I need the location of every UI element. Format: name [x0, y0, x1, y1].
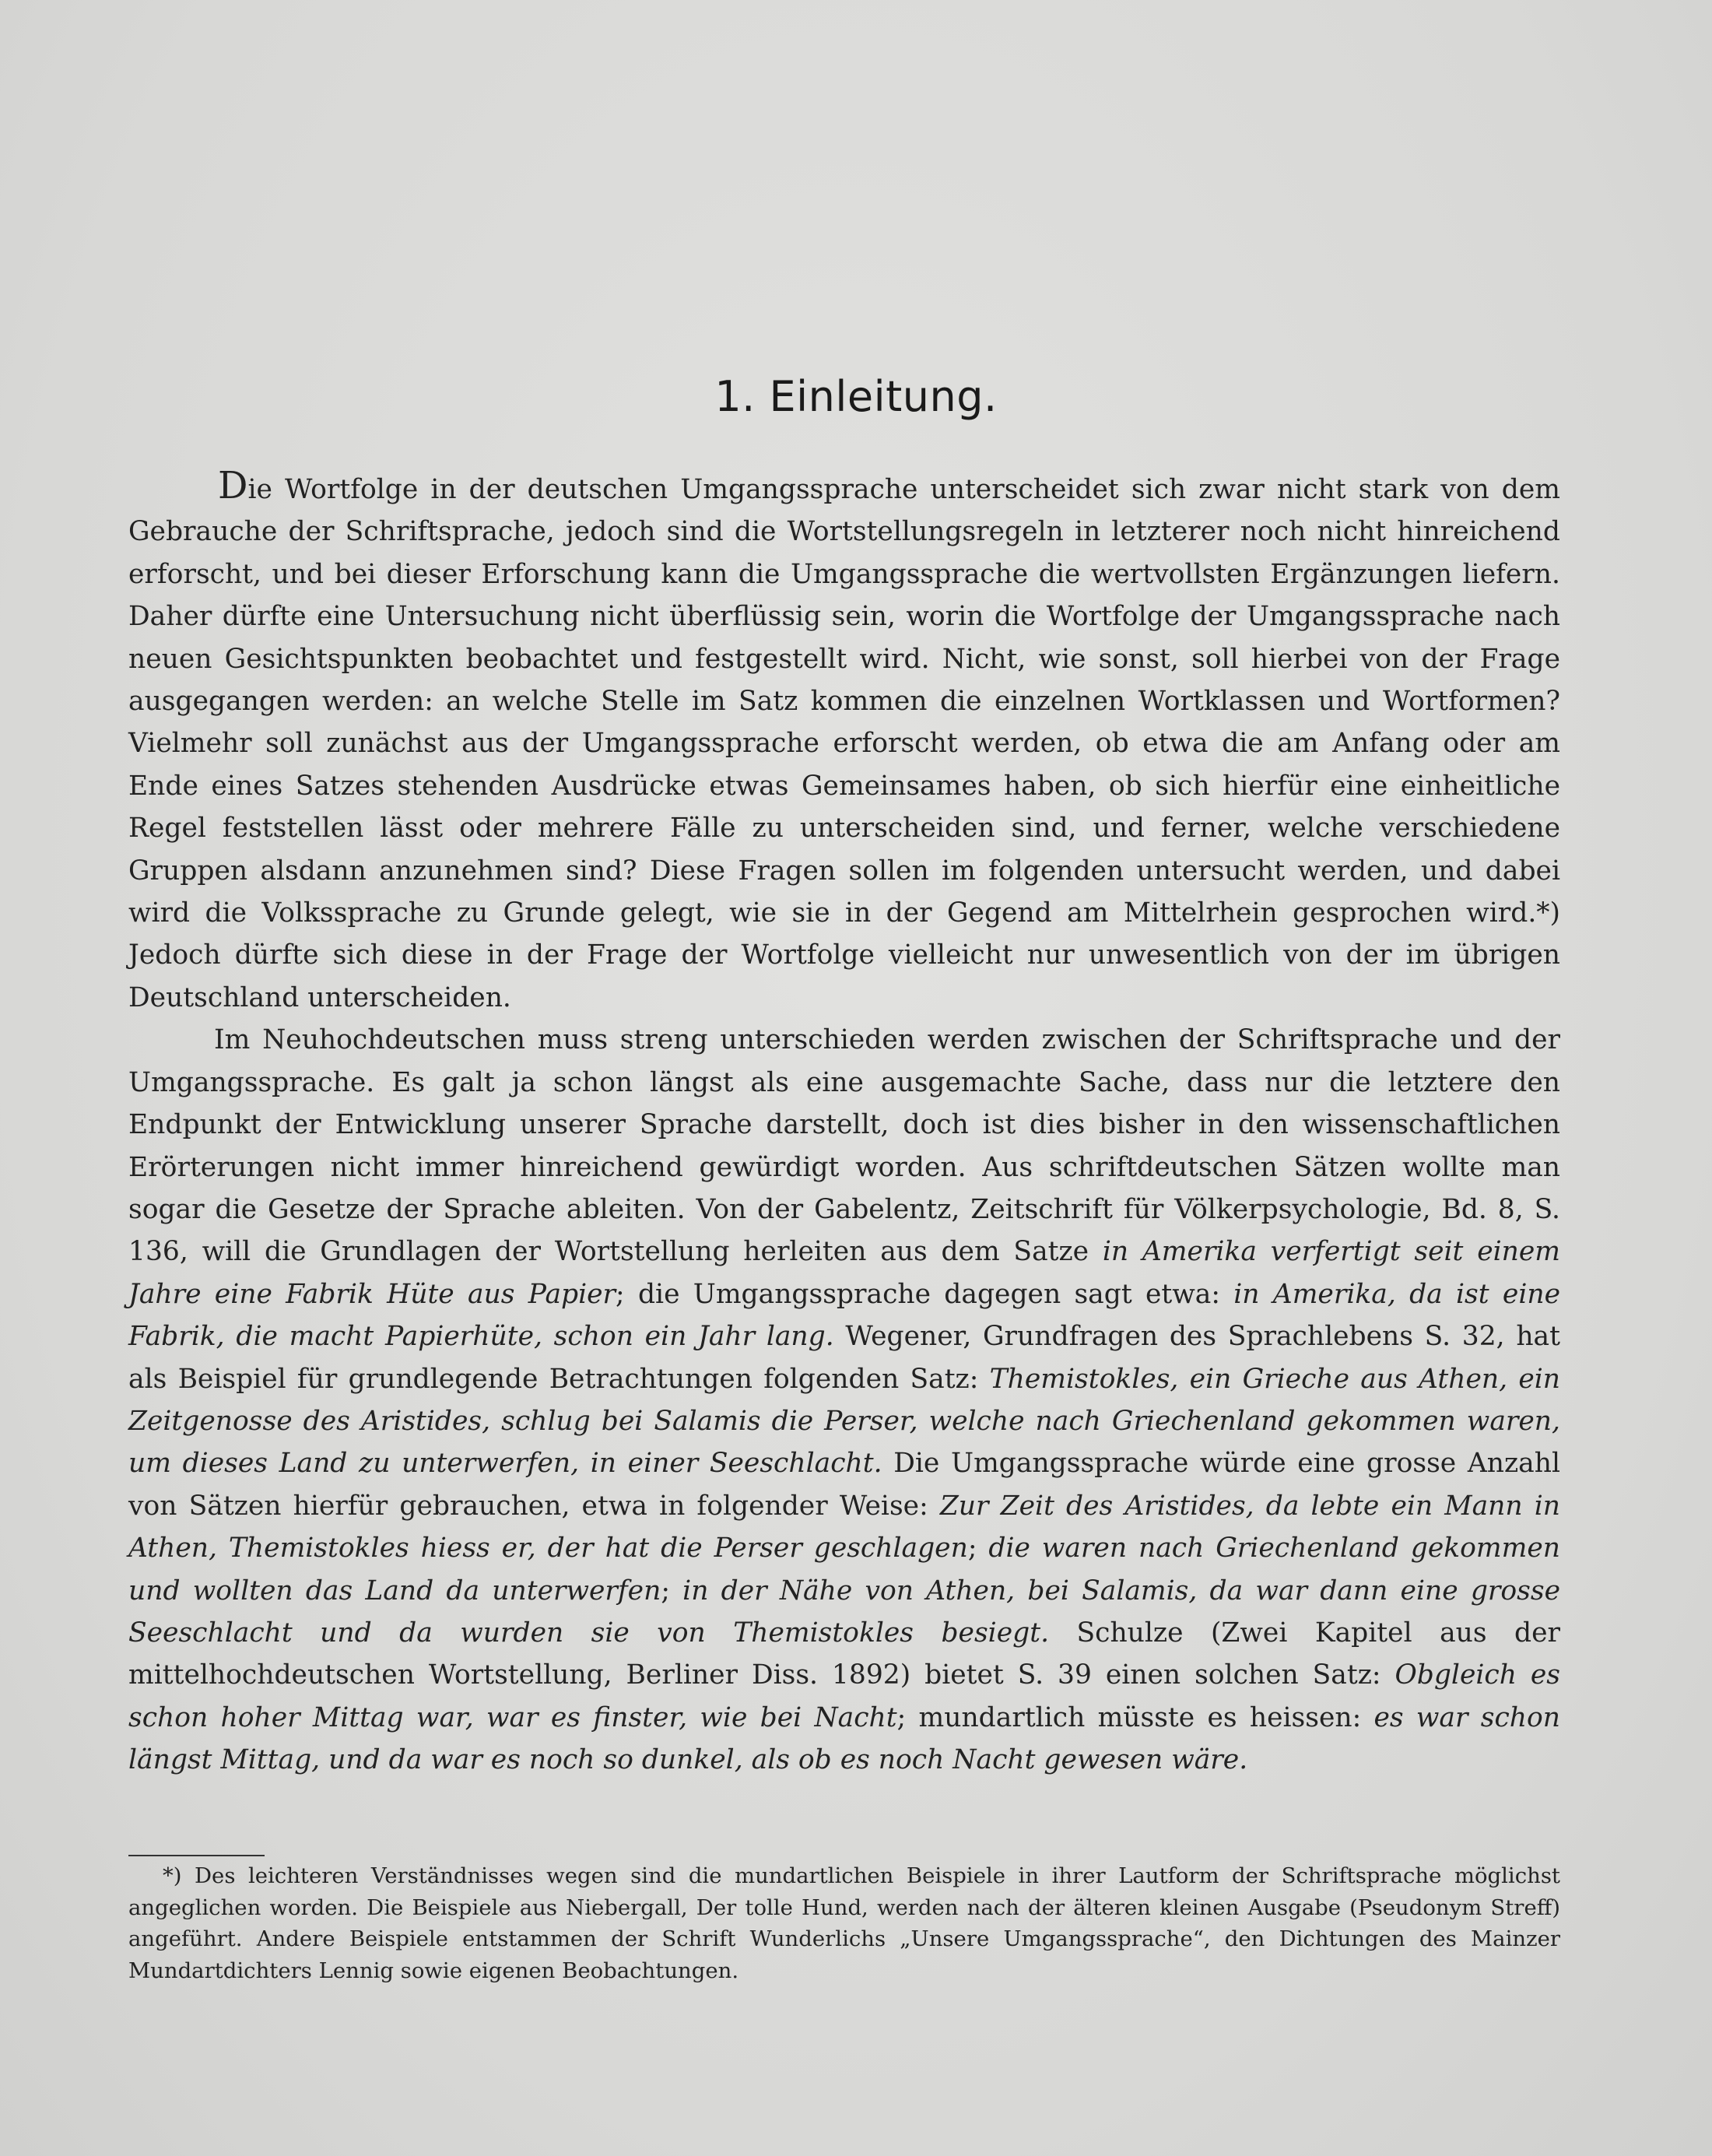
chapter-heading: 1. Einleitung.	[714, 372, 998, 421]
text-run: Im Neuhochdeutschen muss streng unterschieden werden zwischen der Schriftsprache und der Umgangssprache. Es galt ja schon längst als eine ausgemachte Sache, dass nur die letztere den Endpunkt der Entwicklung unserer Sprache darstellt, doch ist dies bisher in den wissenschaftlichen Erörterungen nicht immer hinreichend gewürdigt worden. Aus schriftdeutschen Sätzen wollte man sogar die Gesetze der Sprache ableiten. Von der Gabelentz, Zeitschrift für Völkerpsychologie, Bd. 8, S. 136, will die Grundlagen der Wortstellung herleiten aus dem Satze	[128, 1024, 1560, 1268]
paragraph-examples	[128, 1019, 1560, 1781]
text-run: Wegener, Grundfragen des Sprachlebens S. 32, hat als Beispiel für grundlegende Betrachtungen folgenden Satz:	[128, 1321, 1560, 1395]
text-run: Die Umgangssprache würde eine grosse Anzahl von Sätzen hierfür gebrauchen, etwa in folgender Weise:	[128, 1448, 1560, 1522]
footnote-divider	[128, 1855, 265, 1856]
example-quote: es war schon längst Mittag, und da war es noch so dunkel, als ob es noch Nacht gewesen wäre.	[128, 1701, 1560, 1776]
example-quote: Zur Zeit des Aristides, da lebte ein Mann in Athen, Themistokles hiess er, der hat die Perser geschlagen	[128, 1490, 1560, 1564]
body-text	[128, 464, 1561, 1782]
drop-cap: D	[218, 464, 248, 507]
footnote: *) Des leichteren Verständnisses wegen sind die mundartlichen Beispiele in ihrer Lautform der Schriftsprache möglichst angeglichen worden. Die Beispiele aus Niebergall, Der tolle Hund, werden nach der älteren kleinen Ausgabe (Pseudonym Streff) angeführt. Andere Beispiele entstammen der Schrift Wunderlichs „Unsere Umgangssprache“, den Dichtungen des Mainzer Mundartdichters Lennig sowie eigenen Beobachtungen.	[128, 1863, 1560, 1983]
paragraph-intro	[128, 464, 1560, 1019]
example-quote: in der Nähe von Athen, bei Salamis, da war dann eine grosse Seeschlacht und da wurden sie von Themistokles besiegt.	[128, 1575, 1561, 1649]
text-run: ;	[661, 1575, 683, 1606]
text-run: ;	[967, 1533, 989, 1564]
paragraph-intro-text: ie Wortfolge in der deutschen Umgangssprache unterscheidet sich zwar nicht stark von dem Gebrauche der Schriftsprache, jedoch sind die Wortstellungsregeln in letzterer noch nicht hinreichend erforscht, und bei dieser Erforschung kann die Umgangssprache die wertvollsten Ergänzungen liefern. Daher dürfte eine Untersuchung nicht überflüssig sein, worin die Wortfolge der Umgangssprache nach neuen Gesichtspunkten beobachtet und festgestellt wird. Nicht, wie sonst, soll hierbei von der Frage ausgegangen werden: an welche Stelle im Satz kommen die einzelnen Wortklassen und Wortformen? Vielmehr soll zunächst aus der Umgangssprache erforscht werden, ob etwa die am Anfang oder am Ende eines Satzes stehenden Ausdrücke etwas Gemeinsames haben, ob sich hierfür eine einheitliche Regel feststellen lässt oder mehrere Fälle zu unterscheiden sind, und ferner, welche verschiedene Gruppen alsdann anzunehmen sind? Diese Fragen sollen im folgenden untersucht werden, und dabei wird die Volkssprache zu Grunde gelegt, wie sie in der Gegend am Mittelrhein gesprochen wird.*) Jedoch dürfte sich diese in der Frage der Wortfolge vielleicht nur unwesentlich von der im übrigen Deutschland unterscheiden.	[128, 474, 1560, 1013]
example-quote: die waren nach Griechenland gekommen und wollten das Land da unterwerfen	[128, 1533, 1561, 1606]
text-run: ; die Umgangssprache dagegen sagt etwa:	[616, 1278, 1234, 1310]
text-run: ; mundartlich müsste es heissen:	[896, 1701, 1374, 1733]
example-quote: in Amerika, da ist eine Fabrik, die macht Papierhüte, schon ein Jahr lang.	[128, 1278, 1560, 1353]
text-run: Schulze (Zwei Kapitel aus der mittelhochdeutschen Wortstellung, Berliner Diss. 1892) bietet S. 39 einen solchen Satz:	[128, 1617, 1561, 1691]
example-quote: Themistokles, ein Grieche aus Athen, ein Zeitgenosse des Aristides, schlug bei Salamis die Perser, welche nach Griechenland gekommen waren, um dieses Land zu unterwerfen, in einer Seeschlacht.	[128, 1363, 1560, 1480]
example-quote: in Amerika verfertigt seit einem Jahre eine Fabrik Hüte aus Papier	[128, 1236, 1560, 1310]
example-quote: Obgleich es schon hoher Mittag war, war es finster, wie bei Nacht	[128, 1659, 1560, 1733]
